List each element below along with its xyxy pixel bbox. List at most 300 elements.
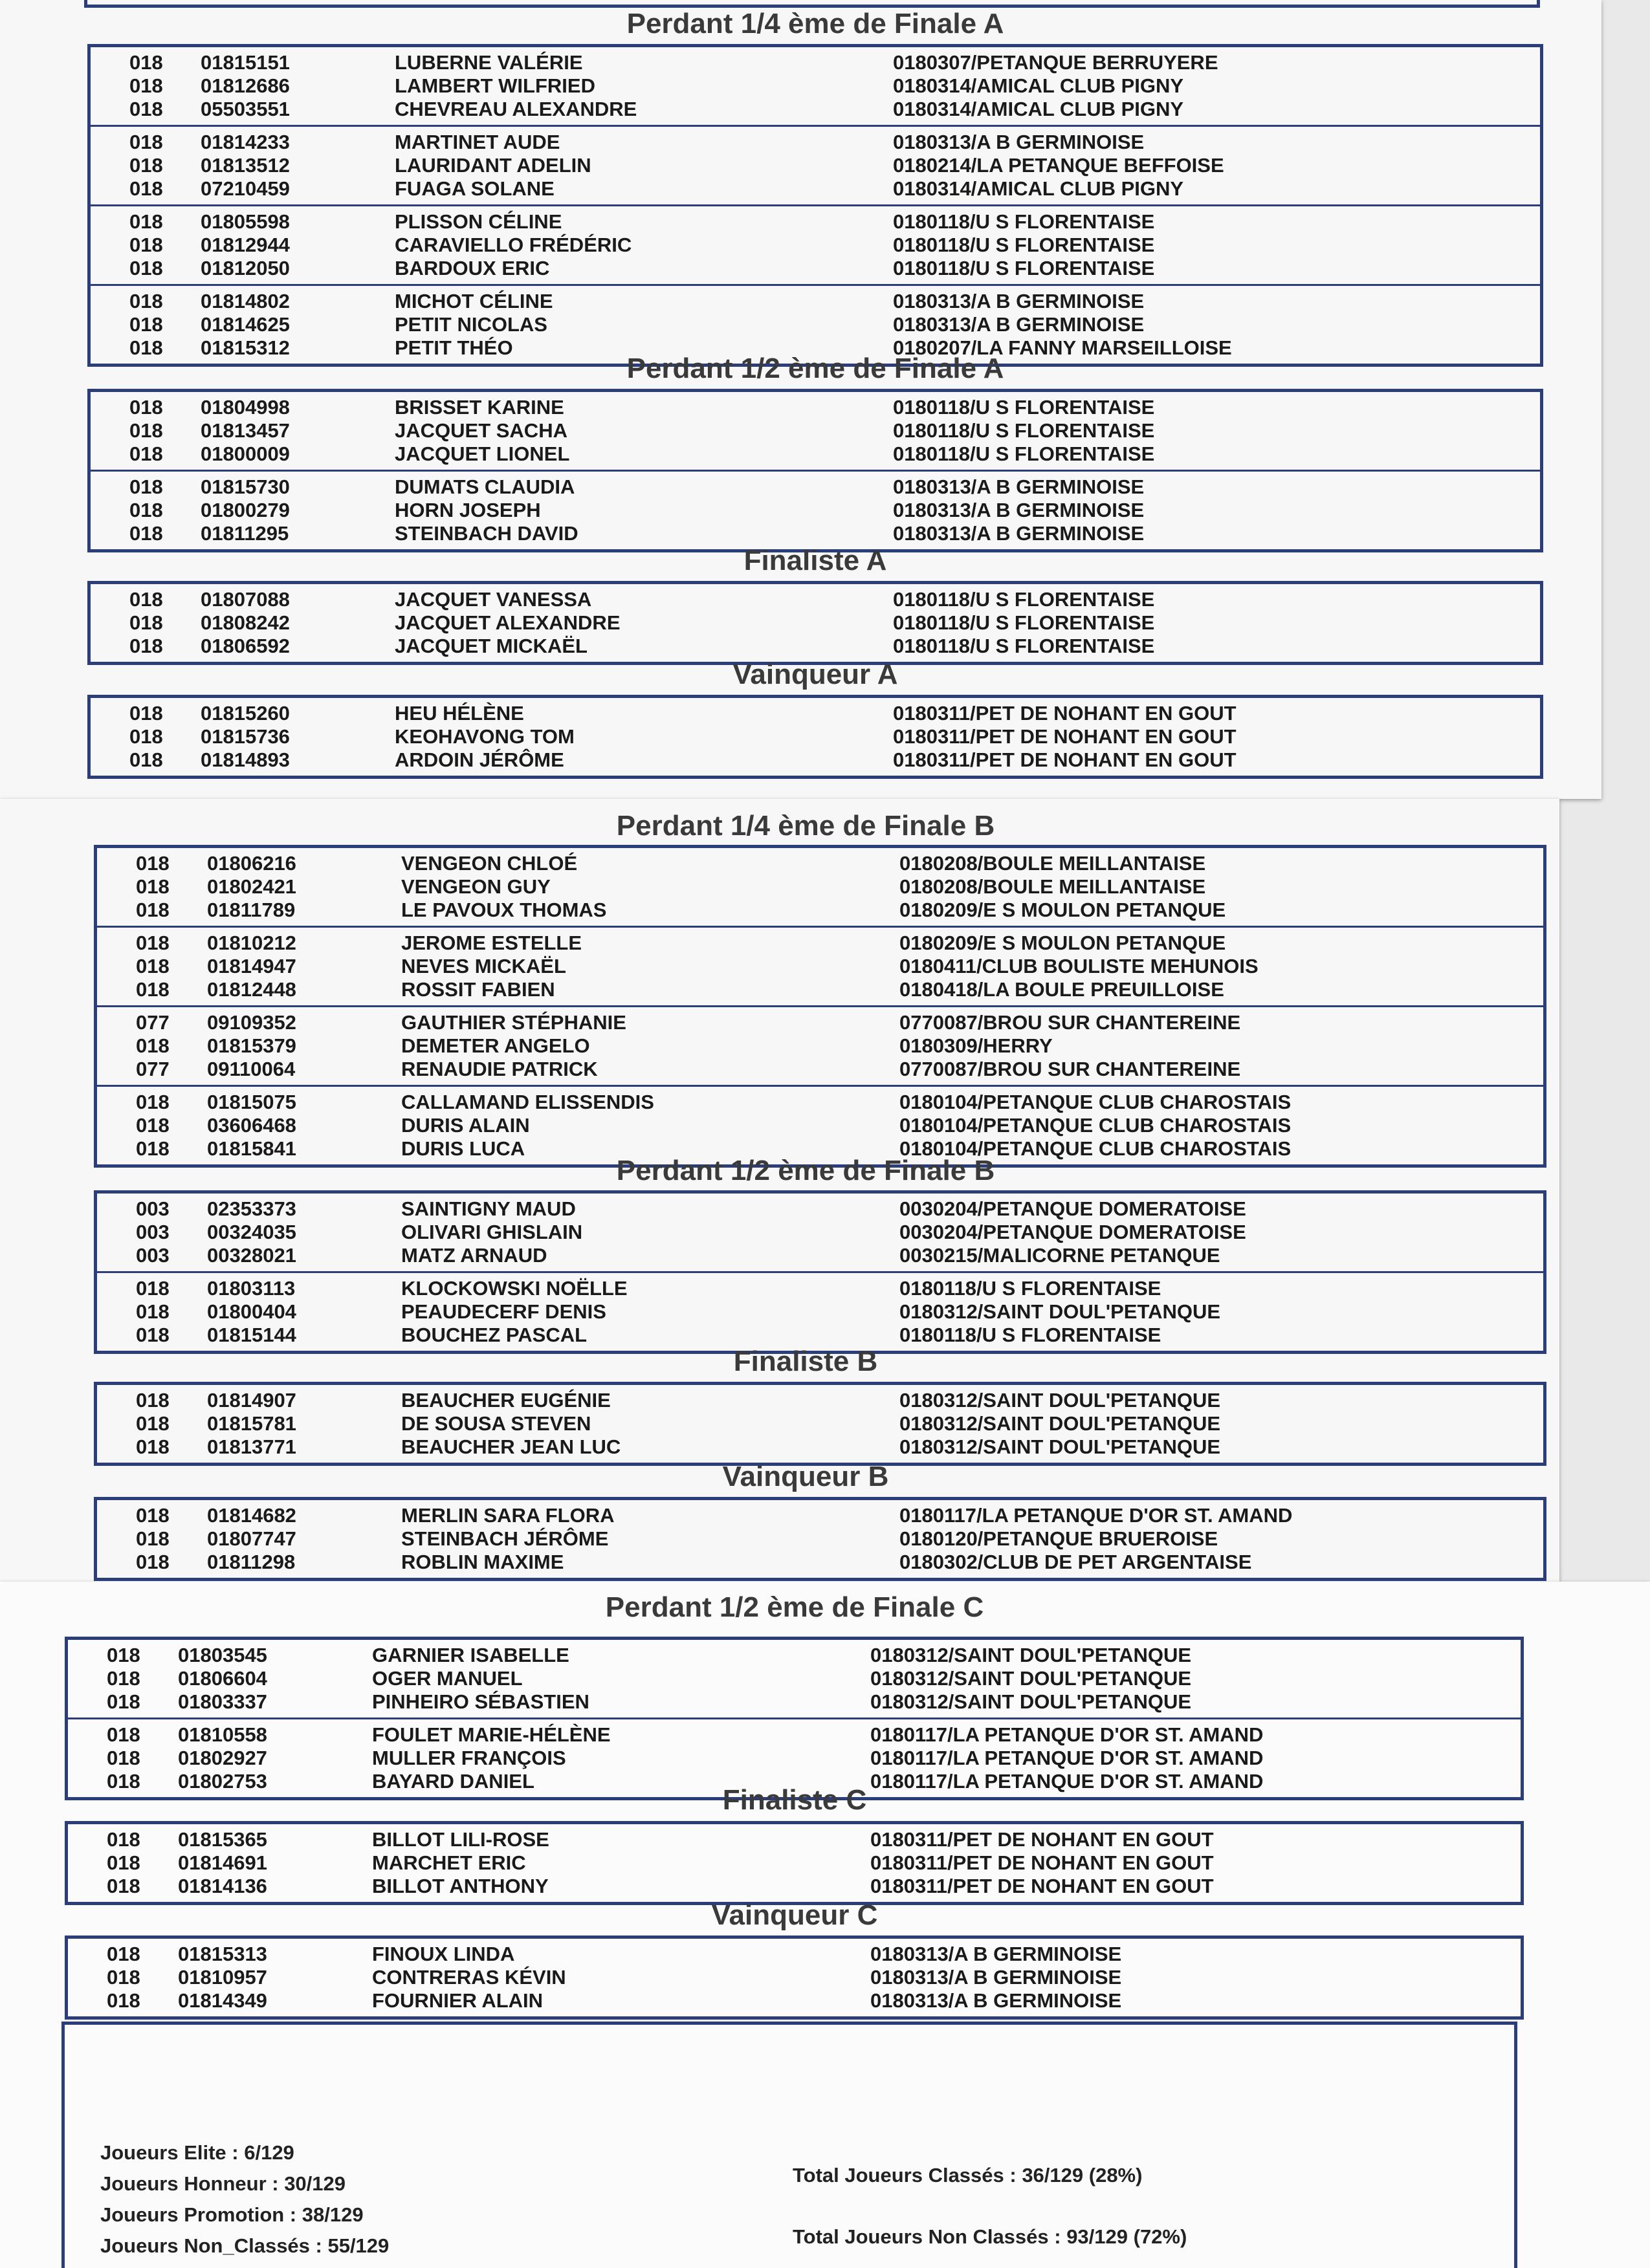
licence-number: 01811298 (207, 1551, 296, 1573)
player-name: MULLER FRANÇOIS (372, 1747, 566, 1769)
table-row (91, 74, 1540, 98)
player-name: ARDOIN JÉRÔME (395, 748, 564, 771)
licence-number: 05503551 (201, 98, 290, 120)
club-name: 0180312/SAINT DOUL'PETANQUE (899, 1300, 1221, 1323)
club-name: 0180312/SAINT DOUL'PETANQUE (899, 1389, 1221, 1412)
club-name: 0180118/U S FLORENTAISE (893, 635, 1155, 657)
club-name: 0180309/HERRY (899, 1034, 1053, 1057)
department-code: 018 (107, 1667, 140, 1690)
table-row (97, 875, 1543, 899)
stat-promotion: Joueurs Promotion : 38/129 (100, 2203, 364, 2226)
licence-number: 01810558 (178, 1723, 267, 1746)
team-group (91, 392, 1540, 470)
team-table (94, 845, 1546, 1168)
player-name: JEROME ESTELLE (401, 932, 582, 954)
club-name: 0180313/A B GERMINOISE (870, 1989, 1122, 2012)
licence-number: 01814947 (207, 955, 296, 977)
team-table (87, 389, 1543, 552)
club-name: 0180208/BOULE MEILLANTAISE (899, 852, 1206, 875)
player-name: MATZ ARNAUD (401, 1244, 547, 1267)
section-title: Vainqueur C (711, 1899, 878, 1931)
club-name: 0180313/A B GERMINOISE (870, 1966, 1122, 1989)
department-code: 018 (129, 177, 163, 200)
licence-number: 01807088 (201, 588, 290, 611)
club-name: 0180312/SAINT DOUL'PETANQUE (899, 1435, 1221, 1458)
team-group (68, 1640, 1521, 1717)
player-name: FOULET MARIE-HÉLÈNE (372, 1723, 611, 1746)
table-row (91, 51, 1540, 74)
player-name: PETIT NICOLAS (395, 313, 547, 336)
table-row (97, 1091, 1543, 1114)
licence-number: 01815379 (207, 1034, 296, 1057)
player-name: DURIS LUCA (401, 1137, 525, 1160)
table-row (91, 499, 1540, 522)
club-name: 0180311/PET DE NOHANT EN GOUT (870, 1875, 1214, 1897)
licence-number: 01815144 (207, 1324, 296, 1346)
department-code: 018 (129, 725, 163, 748)
licence-number: 01800009 (201, 442, 290, 465)
section-title: Vainqueur B (722, 1461, 889, 1492)
player-name: GARNIER ISABELLE (372, 1644, 569, 1666)
licence-number: 01815841 (207, 1137, 296, 1160)
club-name: 0180313/A B GERMINOISE (893, 499, 1145, 521)
club-name: 0180117/LA PETANQUE D'OR ST. AMAND (899, 1504, 1293, 1527)
club-name: 0180118/U S FLORENTAISE (893, 588, 1155, 611)
department-code: 018 (129, 635, 163, 657)
licence-number: 01814233 (201, 131, 290, 153)
team-group (68, 1824, 1521, 1902)
club-name: 0180117/LA PETANQUE D'OR ST. AMAND (870, 1747, 1264, 1769)
department-code: 018 (136, 1435, 170, 1458)
player-name: FOURNIER ALAIN (372, 1989, 544, 2012)
table-row (97, 1435, 1543, 1459)
department-code: 018 (129, 419, 163, 442)
department-code: 018 (129, 234, 163, 256)
club-name: 0180313/A B GERMINOISE (893, 522, 1145, 545)
table-row (91, 522, 1540, 545)
table-row (97, 1527, 1543, 1551)
licence-number: 01814691 (178, 1851, 267, 1874)
licence-number: 01806604 (178, 1667, 267, 1690)
stat-total-classes: Total Joueurs Classés : 36/129 (28%) (793, 2164, 1143, 2186)
club-name: 0180117/LA PETANQUE D'OR ST. AMAND (870, 1723, 1264, 1746)
table-row (97, 1114, 1543, 1137)
club-name: 0180208/BOULE MEILLANTAISE (899, 875, 1206, 898)
player-name: DURIS ALAIN (401, 1114, 530, 1137)
team-table (94, 1382, 1546, 1466)
department-code: 018 (107, 1943, 140, 1965)
player-name: JACQUET LIONEL (395, 442, 570, 465)
table-row (91, 475, 1540, 499)
player-name: LAMBERT WILFRIED (395, 74, 595, 97)
table-row (68, 1828, 1521, 1851)
licence-number: 01815313 (178, 1943, 267, 1965)
previous-table-bottom-edge (84, 0, 1540, 8)
player-name: JACQUET SACHA (395, 419, 567, 442)
team-group (97, 1385, 1543, 1463)
club-name: 0030204/PETANQUE DOMERATOISE (899, 1197, 1246, 1220)
table-row (91, 611, 1540, 635)
licence-number: 01807747 (207, 1527, 296, 1550)
club-name: 0180311/PET DE NOHANT EN GOUT (870, 1828, 1214, 1851)
table-row (68, 1747, 1521, 1770)
department-code: 018 (129, 210, 163, 233)
licence-number: 01808242 (201, 611, 290, 634)
player-name: NEVES MICKAËL (401, 955, 566, 977)
licence-number: 01814136 (178, 1875, 267, 1897)
table-row (91, 725, 1540, 748)
licence-number: 00324035 (207, 1221, 296, 1243)
club-name: 0180313/A B GERMINOISE (870, 1943, 1122, 1965)
department-code: 018 (107, 1747, 140, 1769)
section-title: Vainqueur A (732, 659, 898, 690)
licence-number: 01810212 (207, 932, 296, 954)
player-name: BEAUCHER EUGÉNIE (401, 1389, 611, 1412)
department-code: 077 (136, 1058, 170, 1080)
club-name: 0180311/PET DE NOHANT EN GOUT (870, 1851, 1214, 1874)
club-name: 0180118/U S FLORENTAISE (893, 419, 1155, 442)
team-group (91, 584, 1540, 662)
licence-number: 01814349 (178, 1989, 267, 2012)
department-code: 018 (129, 748, 163, 771)
player-name: BRISSET KARINE (395, 396, 564, 419)
department-code: 018 (129, 588, 163, 611)
licence-number: 01815151 (201, 51, 290, 74)
table-row (91, 257, 1540, 280)
club-name: 0770087/BROU SUR CHANTEREINE (899, 1058, 1241, 1080)
player-name: JACQUET MICKAËL (395, 635, 588, 657)
licence-number: 09109352 (207, 1011, 296, 1034)
team-group (91, 284, 1540, 364)
table-row (97, 955, 1543, 978)
table-row (91, 131, 1540, 154)
player-name: PEAUDECERF DENIS (401, 1300, 606, 1323)
licence-number: 01810957 (178, 1966, 267, 1989)
table-row (91, 98, 1540, 121)
table-row (97, 1011, 1543, 1034)
table-row (97, 1034, 1543, 1058)
table-row (91, 748, 1540, 772)
player-name: ROBLIN MAXIME (401, 1551, 564, 1573)
player-name: FINOUX LINDA (372, 1943, 515, 1965)
licence-number: 01813512 (201, 154, 290, 177)
player-name: STEINBACH JÉRÔME (401, 1527, 609, 1550)
licence-number: 01813457 (201, 419, 290, 442)
team-table (94, 1190, 1546, 1354)
club-name: 0180118/U S FLORENTAISE (893, 234, 1155, 256)
licence-number: 01800404 (207, 1300, 296, 1323)
department-code: 018 (107, 1770, 140, 1793)
club-name: 0180313/A B GERMINOISE (893, 290, 1145, 312)
department-code: 018 (129, 336, 163, 359)
team-table (87, 581, 1543, 665)
table-row (91, 290, 1540, 313)
department-code: 018 (136, 978, 170, 1001)
player-name: CONTRERAS KÉVIN (372, 1966, 566, 1989)
team-group (97, 848, 1543, 926)
table-row (97, 1300, 1543, 1324)
club-name: 0180214/LA PETANQUE BEFFOISE (893, 154, 1224, 177)
department-code: 018 (129, 51, 163, 74)
department-code: 018 (129, 154, 163, 177)
club-name: 0180314/AMICAL CLUB PIGNY (893, 74, 1184, 97)
licence-number: 01802927 (178, 1747, 267, 1769)
department-code: 018 (107, 1875, 140, 1897)
team-group (68, 1939, 1521, 2016)
club-name: 0180104/PETANQUE CLUB CHAROSTAIS (899, 1137, 1292, 1160)
department-code: 018 (129, 98, 163, 120)
licence-number: 01802421 (207, 875, 296, 898)
table-row (68, 1875, 1521, 1898)
table-row (91, 588, 1540, 611)
table-row (97, 899, 1543, 922)
club-name: 0180117/LA PETANQUE D'OR ST. AMAND (870, 1770, 1264, 1793)
team-group (97, 1194, 1543, 1271)
team-group (97, 926, 1543, 1005)
club-name: 0180311/PET DE NOHANT EN GOUT (893, 748, 1237, 771)
player-name: LUBERNE VALÉRIE (395, 51, 583, 74)
club-name: 0180118/U S FLORENTAISE (893, 257, 1155, 279)
player-name: JACQUET VANESSA (395, 588, 592, 611)
licence-number: 01800279 (201, 499, 290, 521)
licence-number: 01815260 (201, 702, 290, 725)
department-code: 018 (129, 396, 163, 419)
department-code: 018 (129, 131, 163, 153)
player-name: DE SOUSA STEVEN (401, 1412, 591, 1435)
table-row (91, 702, 1540, 725)
department-code: 018 (129, 611, 163, 634)
table-row (91, 154, 1540, 177)
table-row (68, 1851, 1521, 1875)
club-name: 0180118/U S FLORENTAISE (899, 1324, 1161, 1346)
section-title: Perdant 1/4 ème de Finale B (616, 810, 995, 842)
table-row (68, 1989, 1521, 2012)
licence-number: 01803337 (178, 1690, 267, 1713)
table-row (91, 419, 1540, 442)
section-title: Finaliste A (743, 545, 887, 576)
club-name: 0180302/CLUB DE PET ARGENTAISE (899, 1551, 1252, 1573)
table-row (97, 1551, 1543, 1574)
team-table (65, 1637, 1524, 1800)
licence-number: 01815075 (207, 1091, 296, 1113)
player-name: VENGEON CHLOÉ (401, 852, 578, 875)
team-group (91, 204, 1540, 284)
section-title: Perdant 1/2 ème de Finale C (605, 1591, 984, 1623)
team-group (91, 698, 1540, 776)
player-name: BARDOUX ERIC (395, 257, 550, 279)
club-name: 0180207/LA FANNY MARSEILLOISE (893, 336, 1232, 359)
stat-total-non-classes: Total Joueurs Non Classés : 93/129 (72%) (793, 2225, 1187, 2248)
licence-number: 01815365 (178, 1828, 267, 1851)
licence-number: 01812448 (207, 978, 296, 1001)
department-code: 003 (136, 1221, 170, 1243)
section-title: Perdant 1/4 ème de Finale A (626, 8, 1004, 39)
licence-number: 01803113 (207, 1277, 296, 1300)
department-code: 018 (136, 1034, 170, 1057)
licence-number: 01806592 (201, 635, 290, 657)
club-name: 0180104/PETANQUE CLUB CHAROSTAIS (899, 1114, 1292, 1137)
player-name: HORN JOSEPH (395, 499, 541, 521)
department-code: 018 (136, 875, 170, 898)
player-name: BEAUCHER JEAN LUC (401, 1435, 621, 1458)
stat-elite: Joueurs Elite : 6/129 (100, 2141, 294, 2164)
department-code: 018 (107, 1644, 140, 1666)
player-name: OGER MANUEL (372, 1667, 523, 1690)
player-name: RENAUDIE PATRICK (401, 1058, 598, 1080)
licence-number: 01811295 (201, 522, 289, 545)
team-table (65, 1935, 1524, 2020)
table-row (97, 1389, 1543, 1412)
department-code: 018 (136, 1277, 170, 1300)
licence-number: 01815736 (201, 725, 290, 748)
section-title: Finaliste C (722, 1784, 867, 1816)
table-row (97, 1324, 1543, 1347)
player-name: LE PAVOUX THOMAS (401, 899, 607, 921)
table-row (97, 932, 1543, 955)
department-code: 018 (107, 1851, 140, 1874)
department-code: 018 (136, 1091, 170, 1113)
player-name: FUAGA SOLANE (395, 177, 555, 200)
table-row (97, 1058, 1543, 1081)
licence-number: 01806216 (207, 852, 296, 875)
player-name: KLOCKOWSKI NOËLLE (401, 1277, 628, 1300)
section-title: Perdant 1/2 ème de Finale A (626, 353, 1004, 384)
department-code: 018 (136, 1114, 170, 1137)
player-name: MARTINET AUDE (395, 131, 560, 153)
licence-number: 00328021 (207, 1244, 296, 1267)
department-code: 018 (136, 1137, 170, 1160)
club-name: 0180314/AMICAL CLUB PIGNY (893, 177, 1184, 200)
club-name: 0030204/PETANQUE DOMERATOISE (899, 1221, 1246, 1243)
department-code: 018 (136, 1527, 170, 1550)
section-title: Perdant 1/2 ème de Finale B (616, 1155, 995, 1186)
club-name: 0180307/PETANQUE BERRUYERE (893, 51, 1218, 74)
licence-number: 01804998 (201, 396, 290, 419)
licence-number: 01814682 (207, 1504, 296, 1527)
department-code: 018 (129, 702, 163, 725)
player-name: CHEVREAU ALEXANDRE (395, 98, 637, 120)
licence-number: 01811789 (207, 899, 296, 921)
club-name: 0180411/CLUB BOULISTE MEHUNOIS (899, 955, 1259, 977)
club-name: 0180118/U S FLORENTAISE (893, 396, 1155, 419)
player-name: SAINTIGNY MAUD (401, 1197, 576, 1220)
table-row (68, 1723, 1521, 1747)
player-name: STEINBACH DAVID (395, 522, 578, 545)
club-name: 0180314/AMICAL CLUB PIGNY (893, 98, 1184, 120)
stat-honneur: Joueurs Honneur : 30/129 (100, 2172, 346, 2195)
club-name: 0180313/A B GERMINOISE (893, 131, 1145, 153)
department-code: 018 (136, 1300, 170, 1323)
department-code: 018 (129, 257, 163, 279)
player-name: BILLOT LILI-ROSE (372, 1828, 549, 1851)
table-row (97, 852, 1543, 875)
table-row (68, 1966, 1521, 1989)
summary-box (61, 2022, 1517, 2268)
table-row (91, 313, 1540, 336)
table-row (68, 1667, 1521, 1690)
player-name: VENGEON GUY (401, 875, 551, 898)
team-table (87, 44, 1543, 367)
team-group (91, 47, 1540, 125)
team-group (97, 1005, 1543, 1085)
player-name: LAURIDANT ADELIN (395, 154, 591, 177)
club-name: 0180312/SAINT DOUL'PETANQUE (899, 1412, 1221, 1435)
licence-number: 09110064 (207, 1058, 296, 1080)
table-row (97, 1277, 1543, 1300)
player-name: PETIT THÉO (395, 336, 513, 359)
department-code: 018 (129, 475, 163, 498)
licence-number: 01814907 (207, 1389, 296, 1412)
licence-number: 01803545 (178, 1644, 267, 1666)
licence-number: 01815730 (201, 475, 290, 498)
table-row (68, 1690, 1521, 1714)
player-name: MERLIN SARA FLORA (401, 1504, 615, 1527)
player-name: BAYARD DANIEL (372, 1770, 534, 1793)
club-name: 0180312/SAINT DOUL'PETANQUE (870, 1690, 1192, 1713)
player-name: PLISSON CÉLINE (395, 210, 562, 233)
team-group (91, 125, 1540, 204)
club-name: 0180313/A B GERMINOISE (893, 475, 1145, 498)
player-name: CALLAMAND ELISSENDIS (401, 1091, 654, 1113)
department-code: 077 (136, 1011, 170, 1034)
licence-number: 01815312 (201, 336, 290, 359)
department-code: 018 (129, 313, 163, 336)
department-code: 018 (136, 955, 170, 977)
club-name: 0180120/PETANQUE BRUEROISE (899, 1527, 1218, 1550)
department-code: 003 (136, 1197, 170, 1220)
club-name: 0180118/U S FLORENTAISE (893, 442, 1155, 465)
club-name: 0180209/E S MOULON PETANQUE (899, 932, 1226, 954)
club-name: 0180104/PETANQUE CLUB CHAROSTAIS (899, 1091, 1292, 1113)
player-name: KEOHAVONG TOM (395, 725, 575, 748)
licence-number: 01805598 (201, 210, 290, 233)
team-group (97, 1500, 1543, 1578)
stat-non-classes: Joueurs Non_Classés : 55/129 (100, 2234, 390, 2257)
club-name: 0030215/MALICORNE PETANQUE (899, 1244, 1220, 1267)
player-name: GAUTHIER STÉPHANIE (401, 1011, 626, 1034)
club-name: 0180311/PET DE NOHANT EN GOUT (893, 702, 1237, 725)
department-code: 018 (129, 499, 163, 521)
table-row (91, 177, 1540, 201)
department-code: 018 (136, 1412, 170, 1435)
team-group (97, 1085, 1543, 1164)
department-code: 018 (129, 442, 163, 465)
player-name: MARCHET ERIC (372, 1851, 526, 1874)
table-row (91, 234, 1540, 257)
table-row (97, 978, 1543, 1001)
club-name: 0180209/E S MOULON PETANQUE (899, 899, 1226, 921)
licence-number: 02353373 (207, 1197, 296, 1220)
team-table (87, 695, 1543, 779)
player-name: BILLOT ANTHONY (372, 1875, 549, 1897)
department-code: 018 (136, 1324, 170, 1346)
team-group (97, 1271, 1543, 1351)
player-name: MICHOT CÉLINE (395, 290, 553, 312)
department-code: 018 (107, 1690, 140, 1713)
department-code: 018 (136, 1504, 170, 1527)
club-name: 0180313/A B GERMINOISE (893, 313, 1145, 336)
department-code: 018 (107, 1828, 140, 1851)
player-name: JACQUET ALEXANDRE (395, 611, 621, 634)
player-name: DUMATS CLAUDIA (395, 475, 575, 498)
department-code: 018 (136, 1551, 170, 1573)
licence-number: 01812050 (201, 257, 290, 279)
club-name: 0180312/SAINT DOUL'PETANQUE (870, 1644, 1192, 1666)
table-row (97, 1197, 1543, 1221)
player-name: HEU HÉLÈNE (395, 702, 524, 725)
licence-number: 01814802 (201, 290, 290, 312)
team-table (94, 1497, 1546, 1581)
